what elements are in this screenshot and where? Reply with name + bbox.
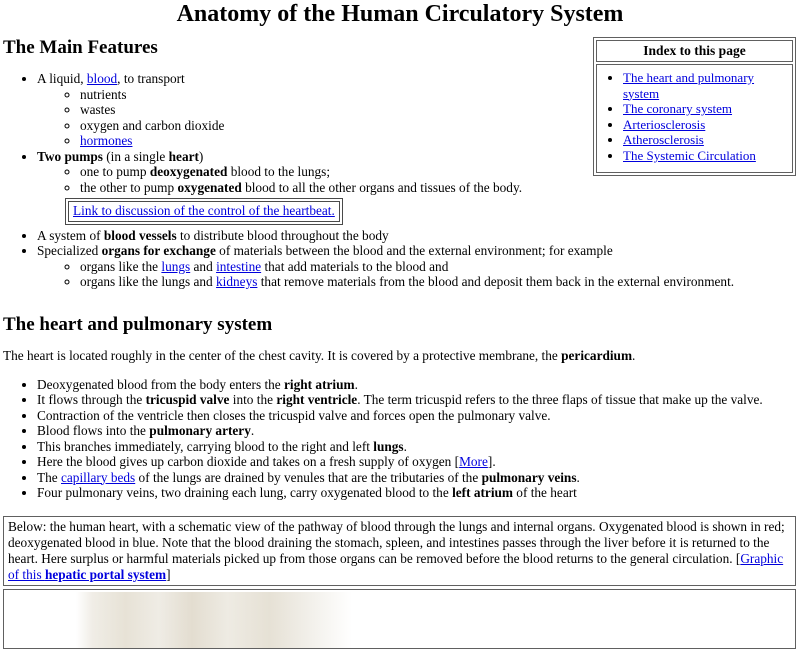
bold-text: left atrium [452,485,513,500]
index-links-list [597,70,790,164]
index-box-body [596,64,793,173]
index-link-systemic[interactable]: The Systemic Circulation [623,147,756,163]
bold-text: oxygenated [177,179,242,195]
list-item: • Blood flows into the pulmonary artery. [37,423,797,439]
inline-link[interactable]: blood [86,71,118,86]
bold-text: lungs [373,438,404,454]
list-item: • The capillary beds of the lungs are drained by venules that are the tributaries of the pulmonary veins. [37,470,797,486]
list-item-text: A liquid, blood, to transport [37,71,185,86]
figure-caption-text: Below: the human heart, with a schematic view of the pathway of blood through the lungs and internal organs. Oxygenated blood is shown in red; deoxygenated blood in blue. Note that the blood draining the stomach, spleen, and intestines passes through the liver before it is returned to the heart. Here surplus or harmful materials picked up from those organs can be removed before the blood returns to the general circulation. [Graphic of this hepatic portal system] [8,518,785,583]
inline-link[interactable]: kidneys [216,274,258,289]
bold-text: pulmonary veins [481,469,577,485]
exchange-sublist [37,259,797,290]
list-item: • This branches immediately, carrying blood to the right and left lungs. [37,439,797,455]
index-list-item [623,101,790,117]
index-list-item [623,117,790,133]
bold-text: tricuspid valve [145,392,230,407]
page-title: Anatomy of the Human Circulatory System [176,1,624,27]
index-link-atherosclerosis[interactable]: Atherosclerosis [623,132,704,148]
list-item: • It flows through the tricuspid valve into the right ventricle. The term tricuspid refers to the three flaps of tissue that make up the valve. [37,392,797,408]
index-list-item [623,70,790,101]
inline-link[interactable]: hepatic portal system [44,567,167,583]
index-list-item [623,148,790,164]
index-box-heading: Index to this page [596,40,793,62]
inline-link[interactable]: intestine [216,258,262,274]
bold-text: deoxygenated [149,164,228,179]
inline-link[interactable]: hormones [80,133,133,148]
list-item: ◦ wastes [80,102,797,118]
inline-link[interactable]: capillary beds [61,469,136,485]
list-item: ◦ one to pump deoxygenated blood to the lungs; [80,164,797,180]
heart-pulmonary-list [3,377,797,501]
anatomy-figure-image [76,592,352,648]
list-item: • A system of blood vessels to distribute blood throughout the body [37,228,797,244]
heart-intro-paragraph: The heart is located roughly in the center of the chest cavity. It is covered by a protective membrane, the pericardium. [3,347,636,363]
list-item: • Here the blood gives up carbon dioxide and takes on a fresh supply of oxygen [More]. [37,454,797,470]
bold-text: pulmonary artery [149,423,251,438]
bold-text: right atrium [284,376,355,392]
list-item-text: Two pumps (in a single heart) [37,148,204,164]
list-item [37,243,797,290]
figure-caption-box [3,516,796,587]
index-list-item [623,132,790,148]
inline-link[interactable]: lungs [161,258,191,274]
bold-text: organs for exchange [101,243,216,258]
index-link-coronary[interactable]: The coronary system [623,101,733,117]
heartbeat-link-box [65,198,343,225]
index-box [593,37,796,176]
list-item: ◦ oxygen and carbon dioxide [80,118,797,134]
bold-text: pericardium [561,347,633,363]
heart-pulmonary-heading: The heart and pulmonary system [3,313,273,335]
list-item: ◦ the other to pump oxygenated blood to all the other organs and tissues of the body. [80,180,797,196]
list-item: • Deoxygenated blood from the body enters the right atrium. [37,377,797,393]
index-link-arteriosclerosis[interactable]: Arteriosclerosis [623,116,706,132]
inline-link[interactable]: Graphic of this [8,550,784,583]
main-features-heading: The Main Features [3,37,158,58]
bold-text: heart [168,148,199,164]
bold-text: Two pumps [37,148,103,164]
bold-text: right ventricle [276,392,358,407]
anatomy-figure-box [3,589,796,649]
heartbeat-discussion-link[interactable]: Link to discussion of the control of the heartbeat. [73,203,335,218]
list-item: ◦ organs like the lungs and kidneys that remove materials from the blood and deposit them back in the external environment. [80,274,797,290]
heartbeat-link-box-inner [68,201,340,222]
list-item: • Contraction of the ventricle then closes the tricuspid valve and forces open the pulmonary valve. [37,408,797,424]
index-link-heart-pulmonary[interactable]: The heart and pulmonary system [623,70,755,101]
inline-link[interactable]: More [459,454,488,469]
list-item-text: Specialized organs for exchange of materials between the blood and the external environment; for example [37,243,613,258]
bold-text: blood vessels [103,227,177,243]
list-item: • Four pulmonary veins, two draining each lung, carry oxygenated blood to the left atrium of the heart [37,485,797,501]
list-item: ◦ organs like the lungs and intestine that add materials to the blood and [80,259,797,275]
list-item: ◦ nutrients [80,87,797,103]
